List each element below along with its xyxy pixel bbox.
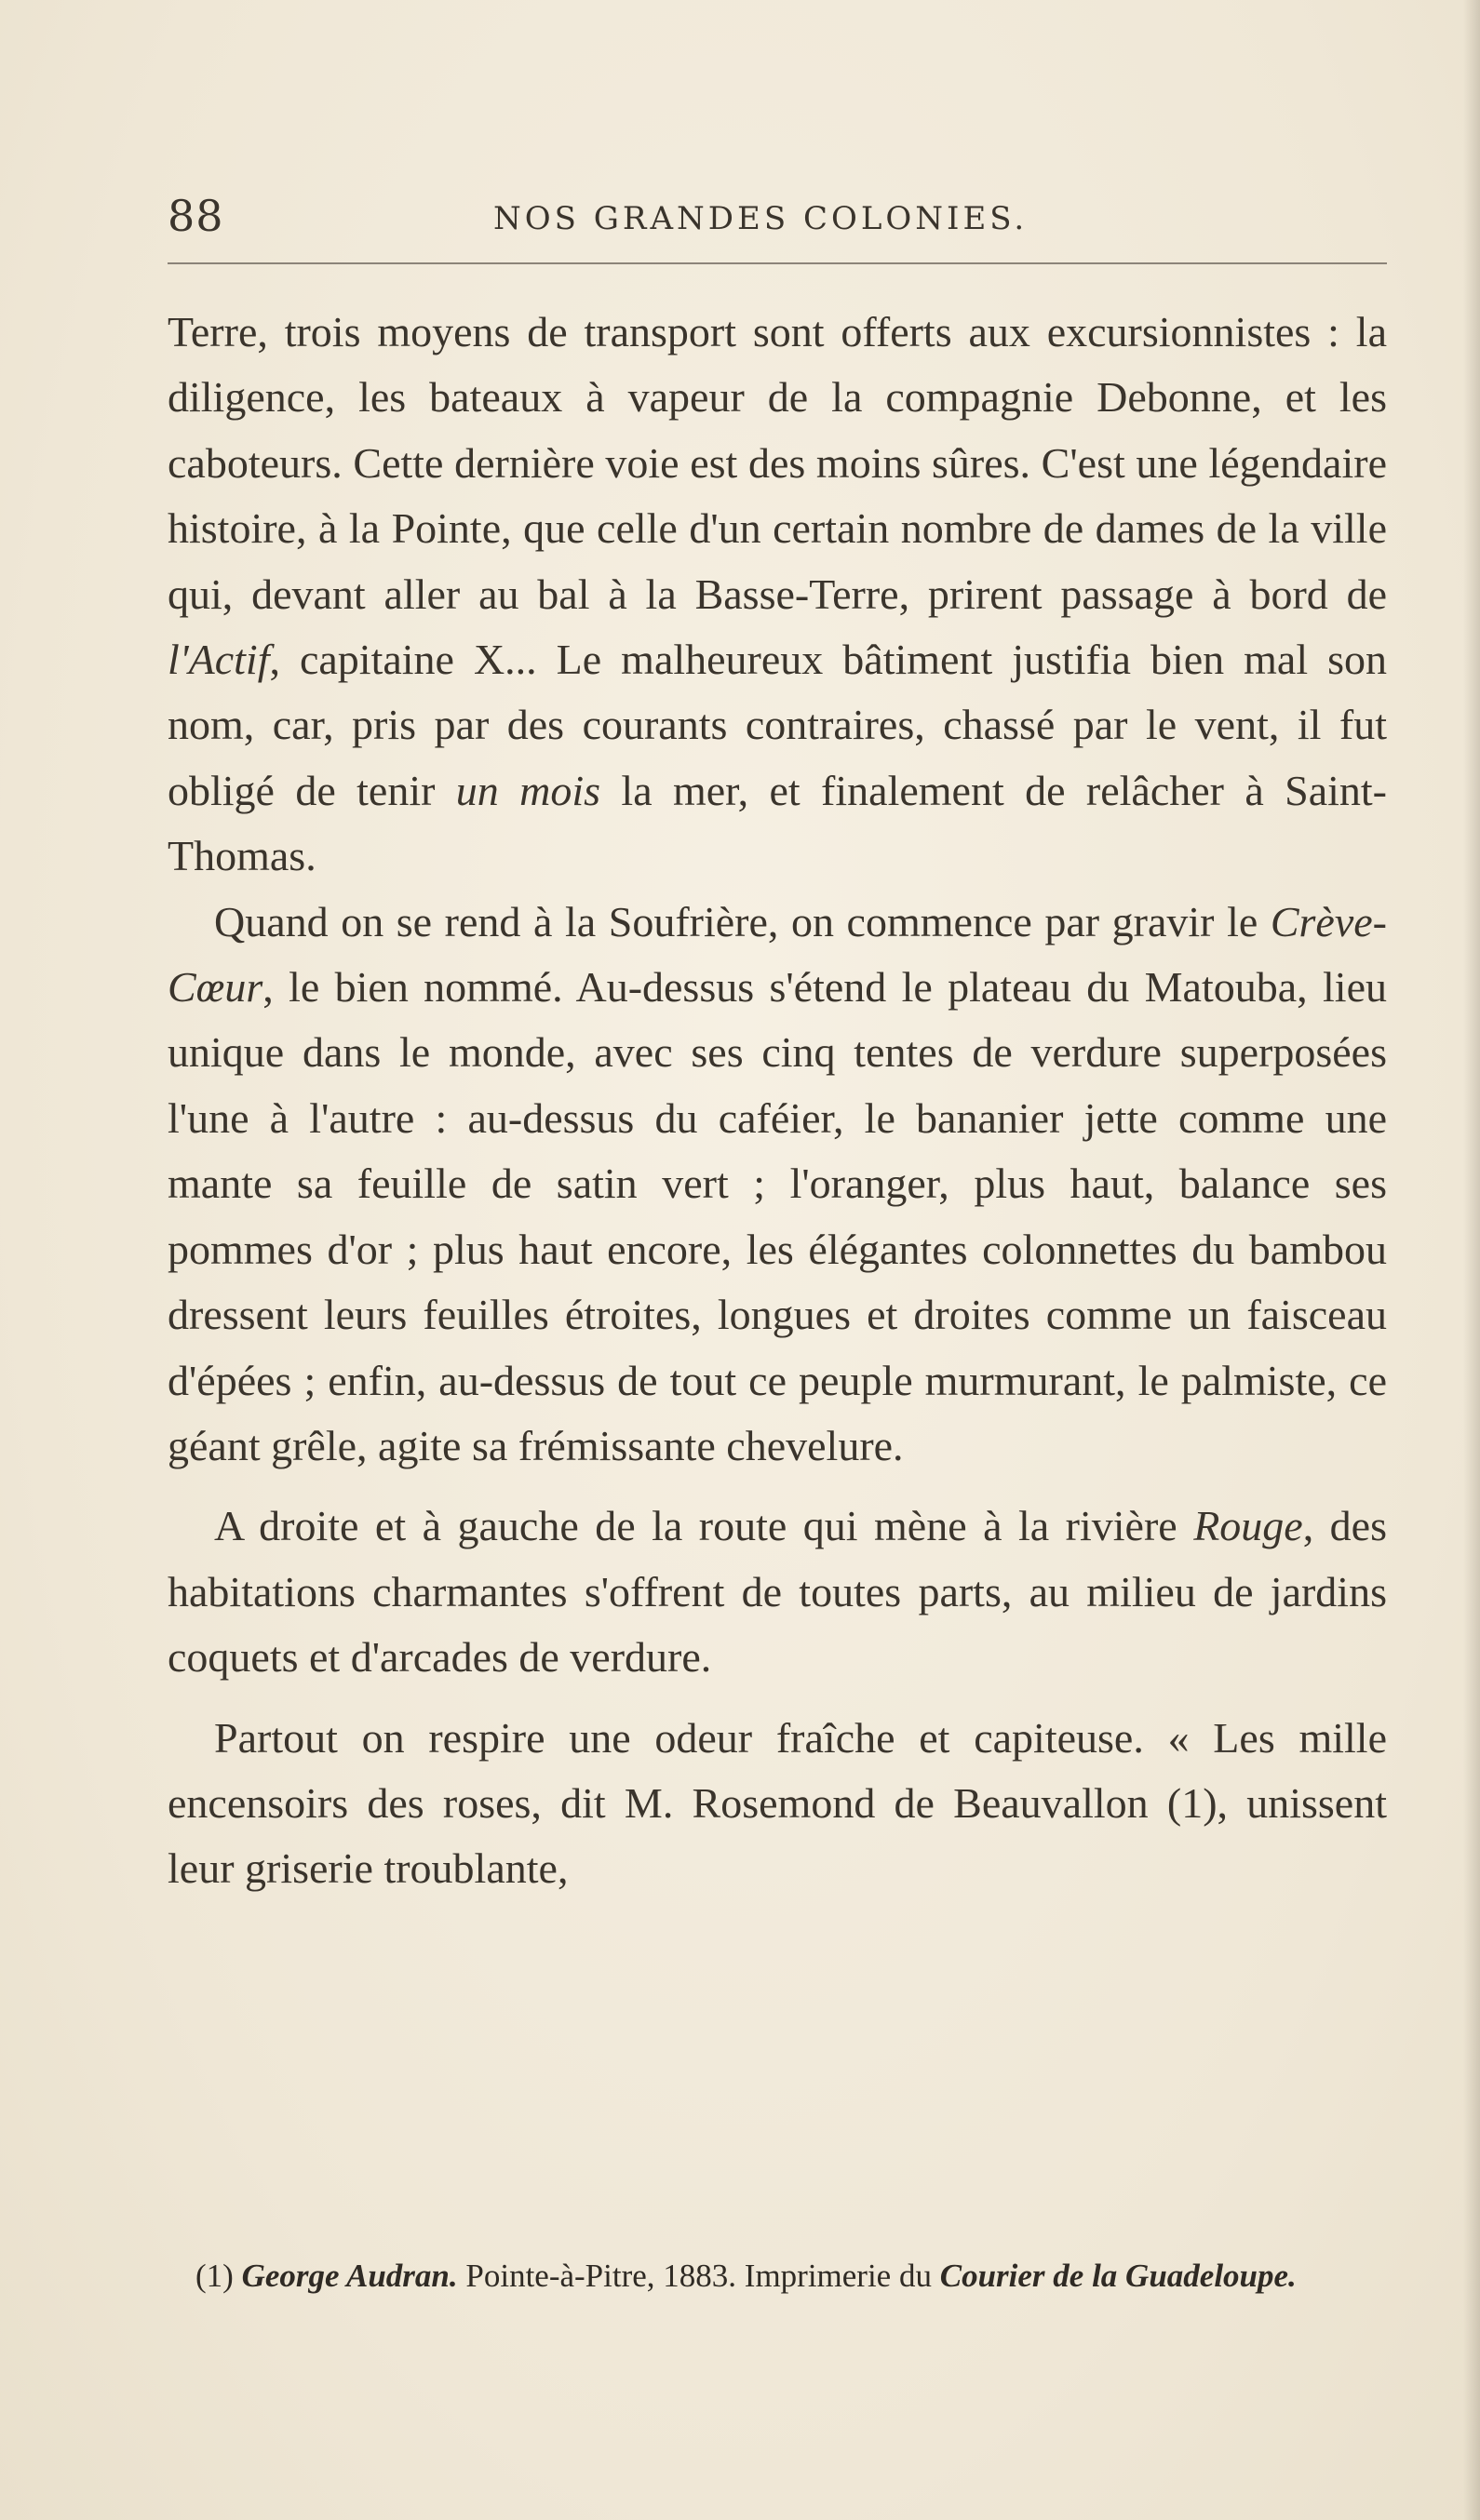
ship-name: l'Actif <box>168 636 270 684</box>
footnote-author: George Audran. <box>241 2258 458 2294</box>
body-text <box>168 300 1387 1902</box>
header-rule <box>168 262 1387 264</box>
footnote-journal: Courier de la Guadeloupe. <box>939 2258 1297 2294</box>
footnote-text: Pointe-à-Pitre, 1883. Imprimerie du <box>457 2258 940 2294</box>
footnote-number: (1) <box>195 2258 234 2294</box>
river-name: Rouge <box>1193 1502 1303 1550</box>
footnote <box>168 2252 1387 2300</box>
emphasis-month: un mois <box>455 766 601 814</box>
paragraph-4: Partout on respire une odeur fraîche et capiteuse. « Les mille encensoirs des roses, dit M. Rosemond de Beauvallon (1), unissent leur griserie troublante, <box>168 1713 1387 1893</box>
paragraph-3: A droite et à gauche de la route qui mène à la rivière Rouge, des habitations charmantes s'offrent de toutes parts, au milieu de jardins coquets et d'arcades de verdure. <box>168 1502 1387 1682</box>
paragraph-2: Quand on se rend à la Soufrière, on commence par gravir le Crève-Cœur, le bien nommé. Au-dessus s'étend le plateau du Matouba, lieu unique dans le monde, avec ses cinq tentes de verdure superposées l'une à l'autre : au-dessus du caféier, le bananier jette comme une mante sa feuille de satin vert ; l'oranger, plus haut, balance ses pommes d'or ; plus haut encore, les élégantes colonnettes du bambou dressent leurs feuilles étroites, longues et droites comme un faisceau d'épées ; enfin, au-dessus de tout ce peuple murmurant, le palmiste, ce géant grêle, agite sa frémissante chevelure. <box>168 897 1387 1469</box>
page-edge-shadow <box>1463 0 1480 2520</box>
paragraph-1: Terre, trois moyens de transport sont offerts aux excursionnistes : la diligence, les bateaux à vapeur de la compagnie Debonne, et les caboteurs. Cette dernière voie est des moins sûres. C'est une légendaire histoire, à la Pointe, que celle d'un certain nombre de dames de la ville qui, devant aller au bal à la Basse-Terre, prirent passage à bord de l'Actif, capitaine X... Le malheureux bâtiment justifia bien mal son nom, car, pris par des courants contraires, chassé par le vent, il fut obligé de tenir un mois la mer, et finalement de relâcher à Saint-Thomas. <box>168 308 1387 880</box>
running-title: NOS GRANDES COLONIES. <box>493 200 1029 237</box>
page-number: 88 <box>168 191 224 241</box>
page-header <box>168 191 1387 247</box>
place-name: Crève-Cœur <box>168 897 1387 1012</box>
